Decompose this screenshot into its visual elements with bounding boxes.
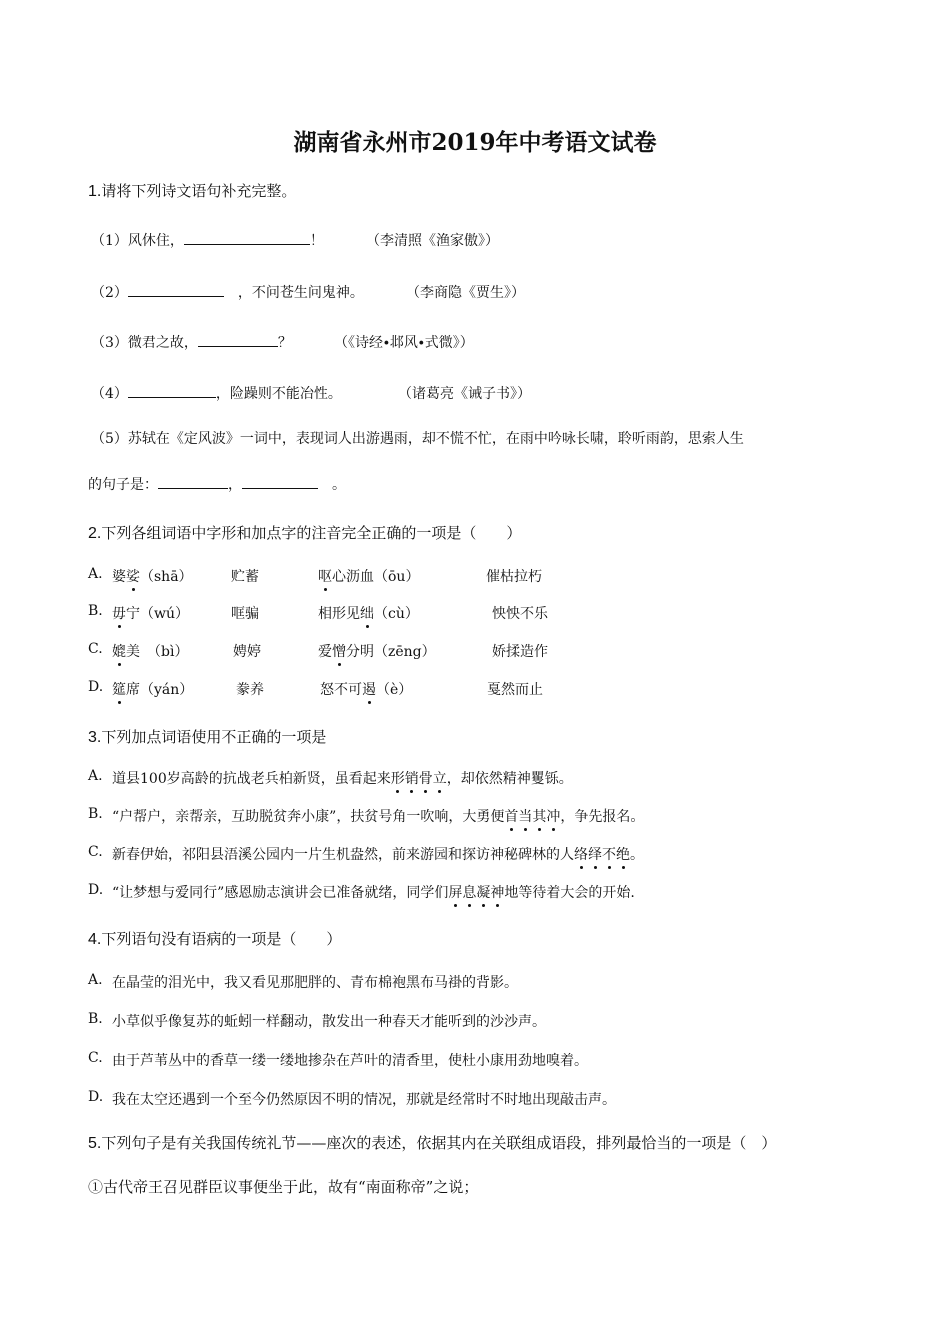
item-text: （4） — [91, 386, 128, 402]
q3-option-a-letter[interactable]: A. — [88, 768, 103, 784]
q2-option-d-word2: 豢养 — [236, 682, 264, 698]
q4-option-d-letter[interactable]: D. — [88, 1089, 104, 1105]
dotted-char: 绌 — [360, 603, 374, 623]
q4-option-c-letter[interactable]: C. — [88, 1050, 103, 1066]
q4-option-b-text: 小草似乎像复苏的蚯蚓一样翻动，散发出一种春天才能听到的沙沙声。 — [112, 1014, 546, 1030]
question-number: 2. — [88, 525, 102, 542]
option-text: “让梦想与爱同行”感恩励志演讲会已准备就绪，同学们 — [112, 885, 449, 901]
item-text: （2） — [91, 285, 128, 301]
q1-item-1 — [91, 230, 324, 250]
q2-option-a-word3 — [318, 566, 419, 586]
question-number: 3. — [88, 729, 102, 746]
dotted-phrase — [448, 885, 504, 901]
q1-item-5-line1: （5）苏轼在《定风波》一词中，表现词人出游遇雨，却不慌不忙，在雨中吟咏长啸，聆听雨韵，思索人生 — [91, 431, 744, 447]
pinyin: 分明（zēng） — [346, 644, 436, 660]
item-text: （3）微君之故， — [91, 335, 198, 351]
q4-option-a-text: 在晶莹的泪光中，我又看见那肥胖的、青布棉袍黑布马褂的背影。 — [112, 975, 518, 991]
dotted-char: 其 — [532, 806, 546, 826]
dotted-char: 络 — [574, 844, 588, 864]
pinyin: （shā） — [140, 569, 193, 585]
option-text: 新春伊始，祁阳县浯溪公园内一片生机盎然，前来游园和探访神秘碑林的人 — [112, 847, 574, 863]
q4-option-c-text: 由于芦苇丛中的香草一缕一缕地掺杂在芦叶的清香里，使杜小康用劲地嗅着。 — [112, 1053, 588, 1069]
item-text: ，不问苍生问鬼神。 — [237, 285, 364, 301]
answer-blank[interactable] — [128, 282, 224, 297]
source-citation: （《诗经∙邶风∙式微》） — [334, 335, 474, 351]
option-text: 道县100岁高龄的抗战老兵柏新贤，虽看起来 — [112, 771, 391, 787]
dotted-char: 筵 — [112, 679, 126, 699]
q2-option-c-word1 — [112, 641, 188, 661]
pinyin: （è） — [376, 682, 413, 698]
dotted-char: 冲 — [546, 806, 560, 826]
q2-option-c-word4: 娇揉造作 — [492, 644, 548, 660]
dotted-char: 绎 — [588, 844, 602, 864]
dotted-char: 屏 — [448, 882, 462, 902]
pinyin: 宁（wú） — [126, 606, 189, 622]
q2-option-b-word3 — [318, 603, 419, 623]
dotted-char: 媲 — [112, 641, 126, 661]
q2-option-b-word4: 怏怏不乐 — [492, 606, 548, 622]
item-text: ？ — [277, 335, 292, 351]
item-text: ！ — [309, 233, 324, 249]
dotted-char: 神 — [490, 882, 504, 902]
question-2 — [88, 522, 521, 543]
q2-option-b-word1 — [112, 603, 189, 623]
dotted-char: 当 — [518, 806, 532, 826]
q3-option-c-text — [112, 844, 644, 864]
source-citation: （李商隐《贾生》） — [406, 285, 525, 301]
dotted-char: 形 — [391, 768, 405, 788]
dotted-char: 骨 — [419, 768, 433, 788]
q2-option-a-word1 — [112, 566, 193, 586]
q5-sentence-1: ①古代帝王召见群臣议事便坐于此，故有“南面称帝”之说； — [88, 1178, 479, 1196]
option-text: “户帮户，亲帮亲，互助脱贫奔小康”，扶贫号角一吹响，大勇便 — [112, 809, 505, 825]
item-text: 。 — [332, 477, 346, 493]
word-text: 怒不可 — [320, 682, 362, 698]
dotted-phrase — [391, 771, 447, 787]
answer-blank[interactable] — [184, 230, 310, 245]
dotted-char: 呕 — [318, 566, 332, 586]
word-char: 婆 — [112, 569, 126, 585]
q2-option-b-word2: 哐骗 — [231, 606, 259, 622]
answer-blank[interactable] — [198, 332, 278, 347]
q2-option-a-word4: 催枯拉朽 — [486, 569, 542, 585]
q4-option-d-text: 我在太空还遇到一个至今仍然原因不明的情况，那就是经常时不时地出现敲击声。 — [112, 1092, 616, 1108]
question-3 — [88, 726, 326, 747]
dotted-char: 遏 — [362, 679, 376, 699]
question-4 — [88, 928, 341, 949]
dotted-phrase — [504, 809, 560, 825]
answer-blank[interactable] — [158, 474, 228, 489]
question-number: 4. — [88, 931, 102, 948]
q2-option-c-word3 — [318, 641, 436, 661]
dotted-char: 毋 — [112, 603, 126, 623]
dotted-char: 娑 — [126, 566, 140, 586]
q2-option-c-word2: 娉婷 — [233, 644, 261, 660]
q2-option-c-letter[interactable]: C. — [88, 641, 103, 657]
word-text: 爱 — [318, 644, 332, 660]
option-text: ，争先报名。 — [560, 809, 645, 825]
dotted-char: 不 — [602, 844, 616, 864]
q1-item-2 — [91, 282, 364, 302]
q2-option-a-word2: 贮蓄 — [231, 569, 259, 585]
dotted-char: 凝 — [476, 882, 490, 902]
dotted-phrase — [574, 847, 630, 863]
question-stem: 下列语句没有语病的一项是（ ） — [101, 930, 342, 948]
dotted-char: 息 — [462, 882, 476, 902]
page-title: 湖南省永州市2019年中考语文试卷 — [293, 129, 657, 156]
pinyin: 席（yán） — [126, 682, 194, 698]
q1-item-4 — [91, 383, 342, 403]
dotted-char: 首 — [504, 806, 518, 826]
item-text: ，险躁则不能冶性。 — [215, 386, 342, 402]
dotted-char: 销 — [405, 768, 419, 788]
item-text: （1）风休住， — [91, 233, 184, 249]
q3-option-d-letter[interactable]: D. — [88, 882, 104, 898]
q2-option-d-letter[interactable]: D. — [88, 679, 104, 695]
q3-option-d-text — [112, 882, 635, 902]
answer-blank[interactable] — [242, 474, 318, 489]
option-text: 。 — [630, 847, 644, 863]
dotted-char: 憎 — [332, 641, 346, 661]
q1-item-3 — [91, 332, 292, 352]
q3-option-a-text — [112, 768, 573, 788]
pinyin: （cù） — [374, 606, 419, 622]
word-text: 心沥血（ōu） — [332, 569, 420, 585]
question-stem: 下列加点词语使用不正确的一项是 — [101, 728, 327, 746]
question-1 — [88, 180, 296, 201]
item-text: 的句子是： — [88, 477, 158, 493]
q2-option-d-word1 — [112, 679, 193, 699]
question-number: 1. — [88, 183, 102, 200]
q2-option-a-letter[interactable]: A. — [88, 566, 103, 582]
option-text: 地等待着大会的开始. — [504, 885, 635, 901]
q3-option-b-text — [112, 806, 644, 826]
item-text: ， — [228, 477, 242, 493]
question-number: 5. — [88, 1135, 102, 1152]
q4-option-a-letter[interactable]: A. — [88, 972, 103, 988]
pinyin: 美 （bì） — [126, 644, 189, 660]
dotted-char: 立 — [433, 768, 447, 788]
q3-option-c-letter[interactable]: C. — [88, 844, 103, 860]
source-citation: （李清照《渔家傲》） — [366, 233, 499, 249]
question-stem: 下列各组词语中字形和加点字的注音完全正确的一项是（ ） — [101, 524, 522, 542]
dotted-char: 绝 — [616, 844, 630, 864]
q3-option-b-letter[interactable]: B. — [88, 806, 103, 822]
answer-blank[interactable] — [128, 383, 216, 398]
word-text: 相形见 — [318, 606, 360, 622]
q2-option-d-word3 — [320, 679, 412, 699]
q2-option-d-word4: 戛然而止 — [487, 682, 543, 698]
question-5 — [88, 1132, 776, 1153]
q1-item-5-line2 — [88, 474, 346, 494]
q4-option-b-letter[interactable]: B. — [88, 1011, 103, 1027]
option-text: ，却依然精神矍铄。 — [446, 771, 573, 787]
source-citation: （诸葛亮《诫子书》） — [398, 386, 531, 402]
question-stem: 请将下列诗文语句补充完整。 — [101, 182, 297, 200]
question-stem: 下列句子是有关我国传统礼节——座次的表述，依据其内在关联组成语段，排列最恰当的一项是（ ） — [101, 1134, 777, 1152]
q2-option-b-letter[interactable]: B. — [88, 603, 103, 619]
